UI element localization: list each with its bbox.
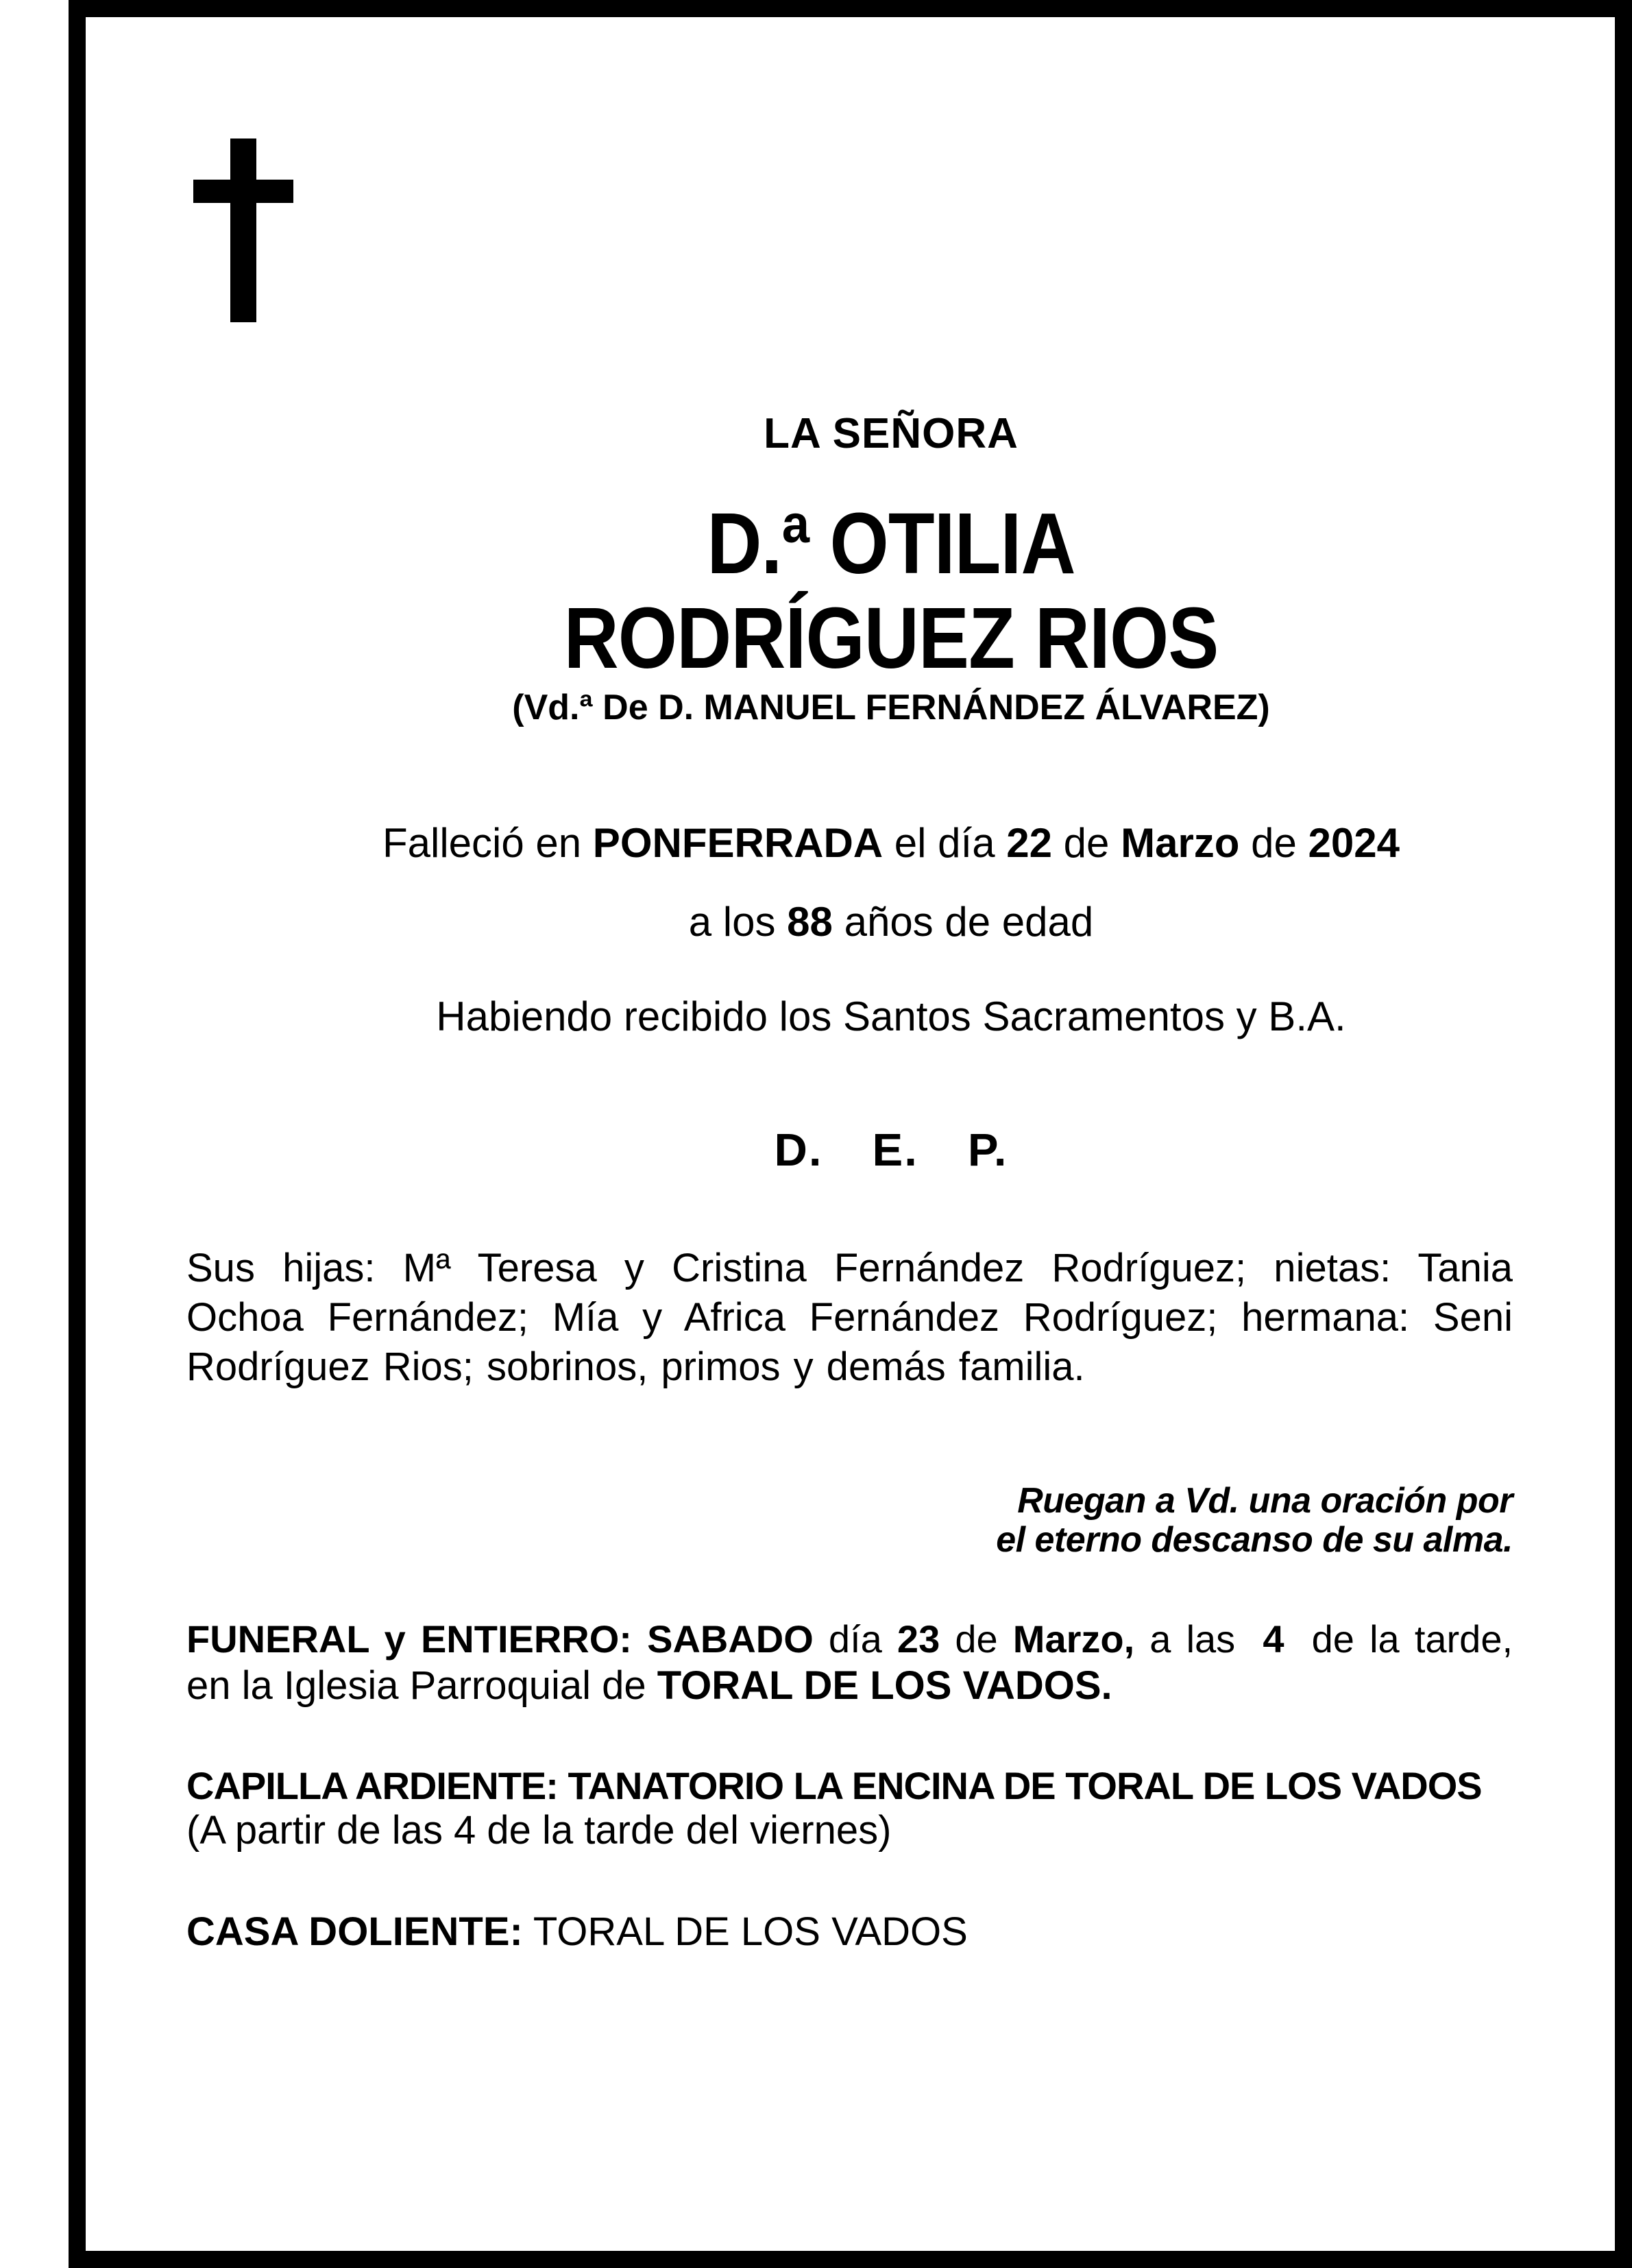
family-notice: Sus hijas: Mª Teresa y Cristina Fernández Rodríguez; nietas: Tania Ochoa Fernández; Mía y Africa Fernández Rodríguez; hermana: Seni Rodríguez Rios; sobrinos, primos y demás familia. <box>186 1246 1513 1389</box>
funeral-mid4: de la tarde, <box>1311 1617 1513 1661</box>
age-line <box>186 897 1596 947</box>
sacraments-line: Habiendo recibido los Santos Sacramentos y B.A. <box>436 993 1346 1039</box>
dep-d: D. <box>774 1124 823 1176</box>
cross-vertical-bar <box>230 138 256 322</box>
christian-cross-icon <box>193 138 293 322</box>
prayer-request <box>186 1482 1513 1560</box>
age-post: años de edad <box>832 899 1094 945</box>
death-mid2: de <box>1052 820 1121 866</box>
prayer-line2: el eterno descanso de su alma. <box>996 1520 1513 1560</box>
funeral-line2-pre: en la Iglesia Parroquial de <box>186 1663 657 1708</box>
prayer-line1: Ruegan a Vd. una oración por <box>1017 1481 1513 1521</box>
dep-e: E. <box>872 1124 918 1176</box>
funeral-label: FUNERAL y ENTIERRO: SABADO <box>186 1617 814 1661</box>
funeral-day: 23 <box>897 1617 940 1661</box>
death-day: 22 <box>1006 820 1053 866</box>
funeral-mid2: de <box>940 1617 1013 1661</box>
age-years: 88 <box>787 899 833 945</box>
mourning-home-label: CASA DOLIENTE: <box>186 1909 523 1954</box>
death-place: PONFERRADA <box>592 820 884 866</box>
funeral-line1 <box>186 1616 1513 1663</box>
dep-p: P. <box>967 1124 1008 1176</box>
funeral-line2 <box>186 1663 1513 1709</box>
deceased-name-line1: D.ª OTILIA <box>707 495 1075 592</box>
mourning-home-value: TORAL DE LOS VADOS <box>522 1909 968 1954</box>
funeral-line2-place: TORAL DE LOS VADOS <box>657 1663 1101 1708</box>
chapel-line2: (A partir de las 4 de la tarde del viernes) <box>186 1808 892 1853</box>
death-mid1: el día <box>883 820 1007 866</box>
funeral-month: Marzo, <box>1012 1617 1135 1661</box>
mourning-home-line <box>186 1909 1513 1954</box>
honorific-title: LA SEÑORA <box>764 410 1019 457</box>
dep-line <box>186 1123 1596 1178</box>
age-pre: a los <box>688 899 788 945</box>
death-pre: Falleció en <box>382 820 593 866</box>
chapel-line1: CAPILLA ARDIENTE: TANATORIO LA ENCINA DE TORAL DE LOS VADOS <box>186 1764 1482 1807</box>
funeral-hour: 4 <box>1263 1617 1284 1661</box>
death-month: Marzo <box>1121 820 1240 866</box>
deceased-name-line2: RODRÍGUEZ RIOS <box>563 590 1219 686</box>
cross-horizontal-bar <box>193 180 293 203</box>
death-year: 2024 <box>1308 820 1400 866</box>
funeral-mid1: día <box>813 1617 897 1661</box>
funeral-line2-post: . <box>1101 1663 1112 1708</box>
death-mid3: de <box>1239 820 1308 866</box>
death-line <box>186 819 1596 868</box>
widow-of-line: (Vd.ª De D. MANUEL FERNÁNDEZ ÁLVAREZ) <box>512 688 1270 727</box>
funeral-mid3: a las <box>1134 1617 1236 1661</box>
